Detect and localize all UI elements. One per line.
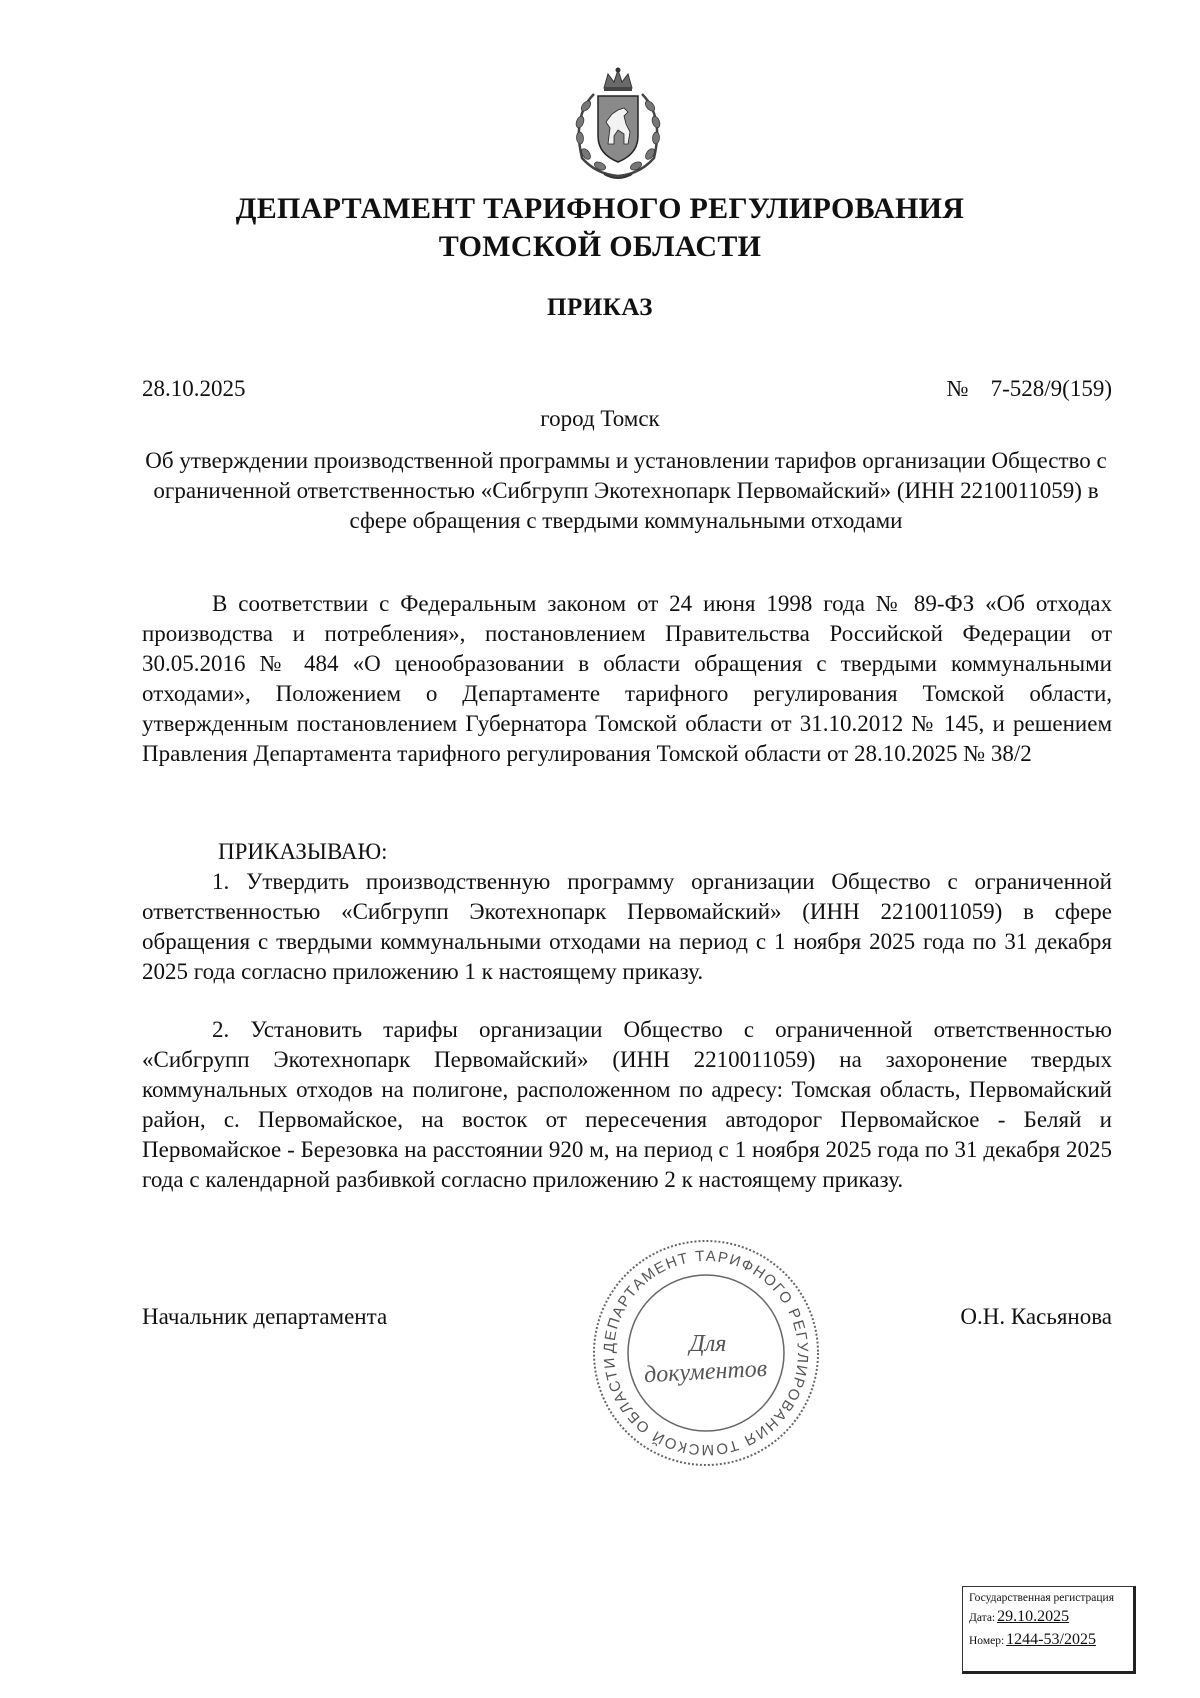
- organization-line-2: ТОМСКОЙ ОБЛАСТИ: [438, 230, 762, 263]
- order-item-1-text: 1. Утвердить производственную программу организации Общество с ограниченной ответственностью «Сибгрупп Экотехнопарк Первомайский» (ИНН 2210011059) в сфере обращения с твердыми коммунальными отходами на период с 1 ноября 2025 года по 31 декабря 2025 года согласно приложению 1 к настоящему приказу.: [142, 869, 1112, 984]
- signatory-name: О.Н. Касьянова: [960, 1304, 1112, 1329]
- organization-line-1: ДЕПАРТАМЕНТ ТАРИФНОГО РЕГУЛИРОВАНИЯ: [235, 192, 965, 225]
- stamp-center-line-2: документов: [643, 1355, 768, 1389]
- registration-date-row: [969, 1606, 1127, 1629]
- registration-number-label: Номер:: [969, 1635, 1005, 1647]
- number-value: 7-528/9(159): [990, 376, 1112, 401]
- registration-date-label: Дата:: [969, 1612, 996, 1624]
- document-date: 28.10.2025: [142, 376, 246, 401]
- order-item-2: [142, 1015, 1112, 1195]
- official-stamp: [590, 1237, 822, 1469]
- number-sign: №: [946, 376, 969, 401]
- document-subject: Об утверждении производственной программы и установлении тарифов организации Общество с ограниченной ответственностью «Сибгрупп Экотехнопарк Первомайский» (ИНН 2210011059) в сфере обращения с твердыми коммунальными отходами: [145, 448, 1107, 533]
- coat-of-arms-icon: [560, 66, 676, 184]
- stamp-ring-textpath: ДЕПАРТАМЕНТ ТАРИФНОГО РЕГУЛИРОВАНИЯ ТОМСКОЙ ОБЛАСТИ: [600, 1247, 812, 1459]
- order-item-2-text: 2. Установить тарифы организации Общество с ограниченной ответственностью «Сибгрупп Экотехнопарк Первомайский» (ИНН 2210011059) на захоронение твердых коммунальных отходов на полигоне, расположенном по адресу: Томская область, Первомайский район, с. Первомайское, на восток от пересечения автодорог Первомайское - Беляй и Первомайское - Березовка на расстоянии 920 м, на период с 1 ноября 2025 года по 31 декабря 2025 года с календарной разбивкой согласно приложению 2 к настоящему приказу.: [142, 1017, 1112, 1192]
- document-number: [947, 374, 1112, 404]
- preamble-text: В соответствии с Федеральным законом от 24 июня 1998 года № 89-ФЗ «Об отходах производства и потребления», постановлением Правительства Российской Федерации от 30.05.2016 № 484 «О ценообразовании в области обращения с твердыми коммунальными отходами», Положением о Департаменте тарифного регулирования Томской области, утвержденным постановлением Губернатора Томской области от 31.10.2012 № 145, и решением Правления Департамента тарифного регулирования Томской области от 28.10.2025 № 38/2: [142, 591, 1112, 766]
- registration-box: [962, 1586, 1136, 1674]
- order-word: [142, 837, 1112, 867]
- document-type: ПРИКАЗ: [547, 294, 653, 321]
- registration-date-value: 29.10.2025: [997, 1608, 1070, 1625]
- city-line: город Томск: [540, 406, 660, 431]
- registration-heading: Государственная регистрация: [969, 1592, 1114, 1604]
- registration-number-value: 1244-53/2025: [1006, 1631, 1096, 1648]
- order-item-1: [142, 867, 1112, 987]
- signatory-title: Начальник департамента: [142, 1304, 388, 1329]
- order-word-text: ПРИКАЗЫВАЮ:: [218, 839, 388, 864]
- organization-name: [0, 190, 1200, 266]
- preamble-paragraph: [142, 589, 1112, 769]
- registration-number-row: [969, 1629, 1127, 1652]
- stamp-center-line-1: Для: [689, 1331, 727, 1357]
